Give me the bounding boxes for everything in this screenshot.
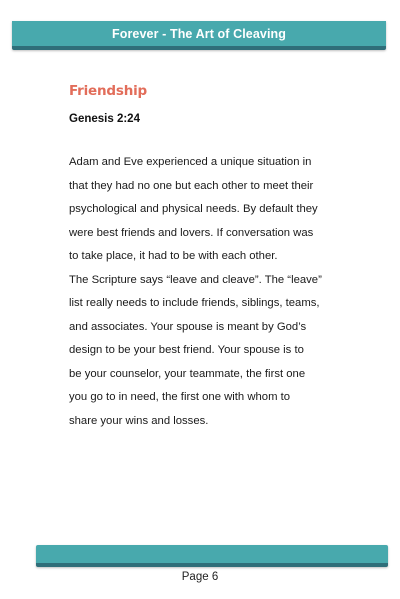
page-number: Page 6: [181, 571, 219, 583]
body-line: The Scripture says “leave and cleave”. The “leave”: [69, 273, 322, 286]
body-line: and associates. Your spouse is meant by God’s: [69, 320, 307, 333]
body-line: design to be your best friend. Your spouse is to: [69, 344, 304, 356]
body-line: you go to in need, the first one with whom to: [69, 391, 291, 403]
body-line: that they had no one but each other to meet their: [69, 179, 314, 192]
scripture-reference: Genesis 2:24: [69, 113, 140, 125]
body-line: Adam and Eve experienced a unique situation in: [69, 156, 312, 168]
section-title: Friendship: [69, 83, 148, 99]
body-line: to take place, it had to be with each other.: [69, 250, 278, 262]
body-line: were best friends and lovers. If conversation was: [69, 226, 314, 239]
footer-band: [36, 545, 388, 567]
header-band: [12, 21, 386, 50]
body-line: be your counselor, your teammate, the first one: [69, 367, 306, 380]
body-line: psychological and physical needs. By default they: [69, 203, 318, 215]
body-line: share your wins and losses.: [69, 414, 209, 427]
body-paragraph: [69, 151, 349, 433]
body-line: list really needs to include friends, siblings, teams,: [69, 297, 320, 309]
page-header-title: Forever - The Art of Cleaving: [112, 26, 286, 41]
